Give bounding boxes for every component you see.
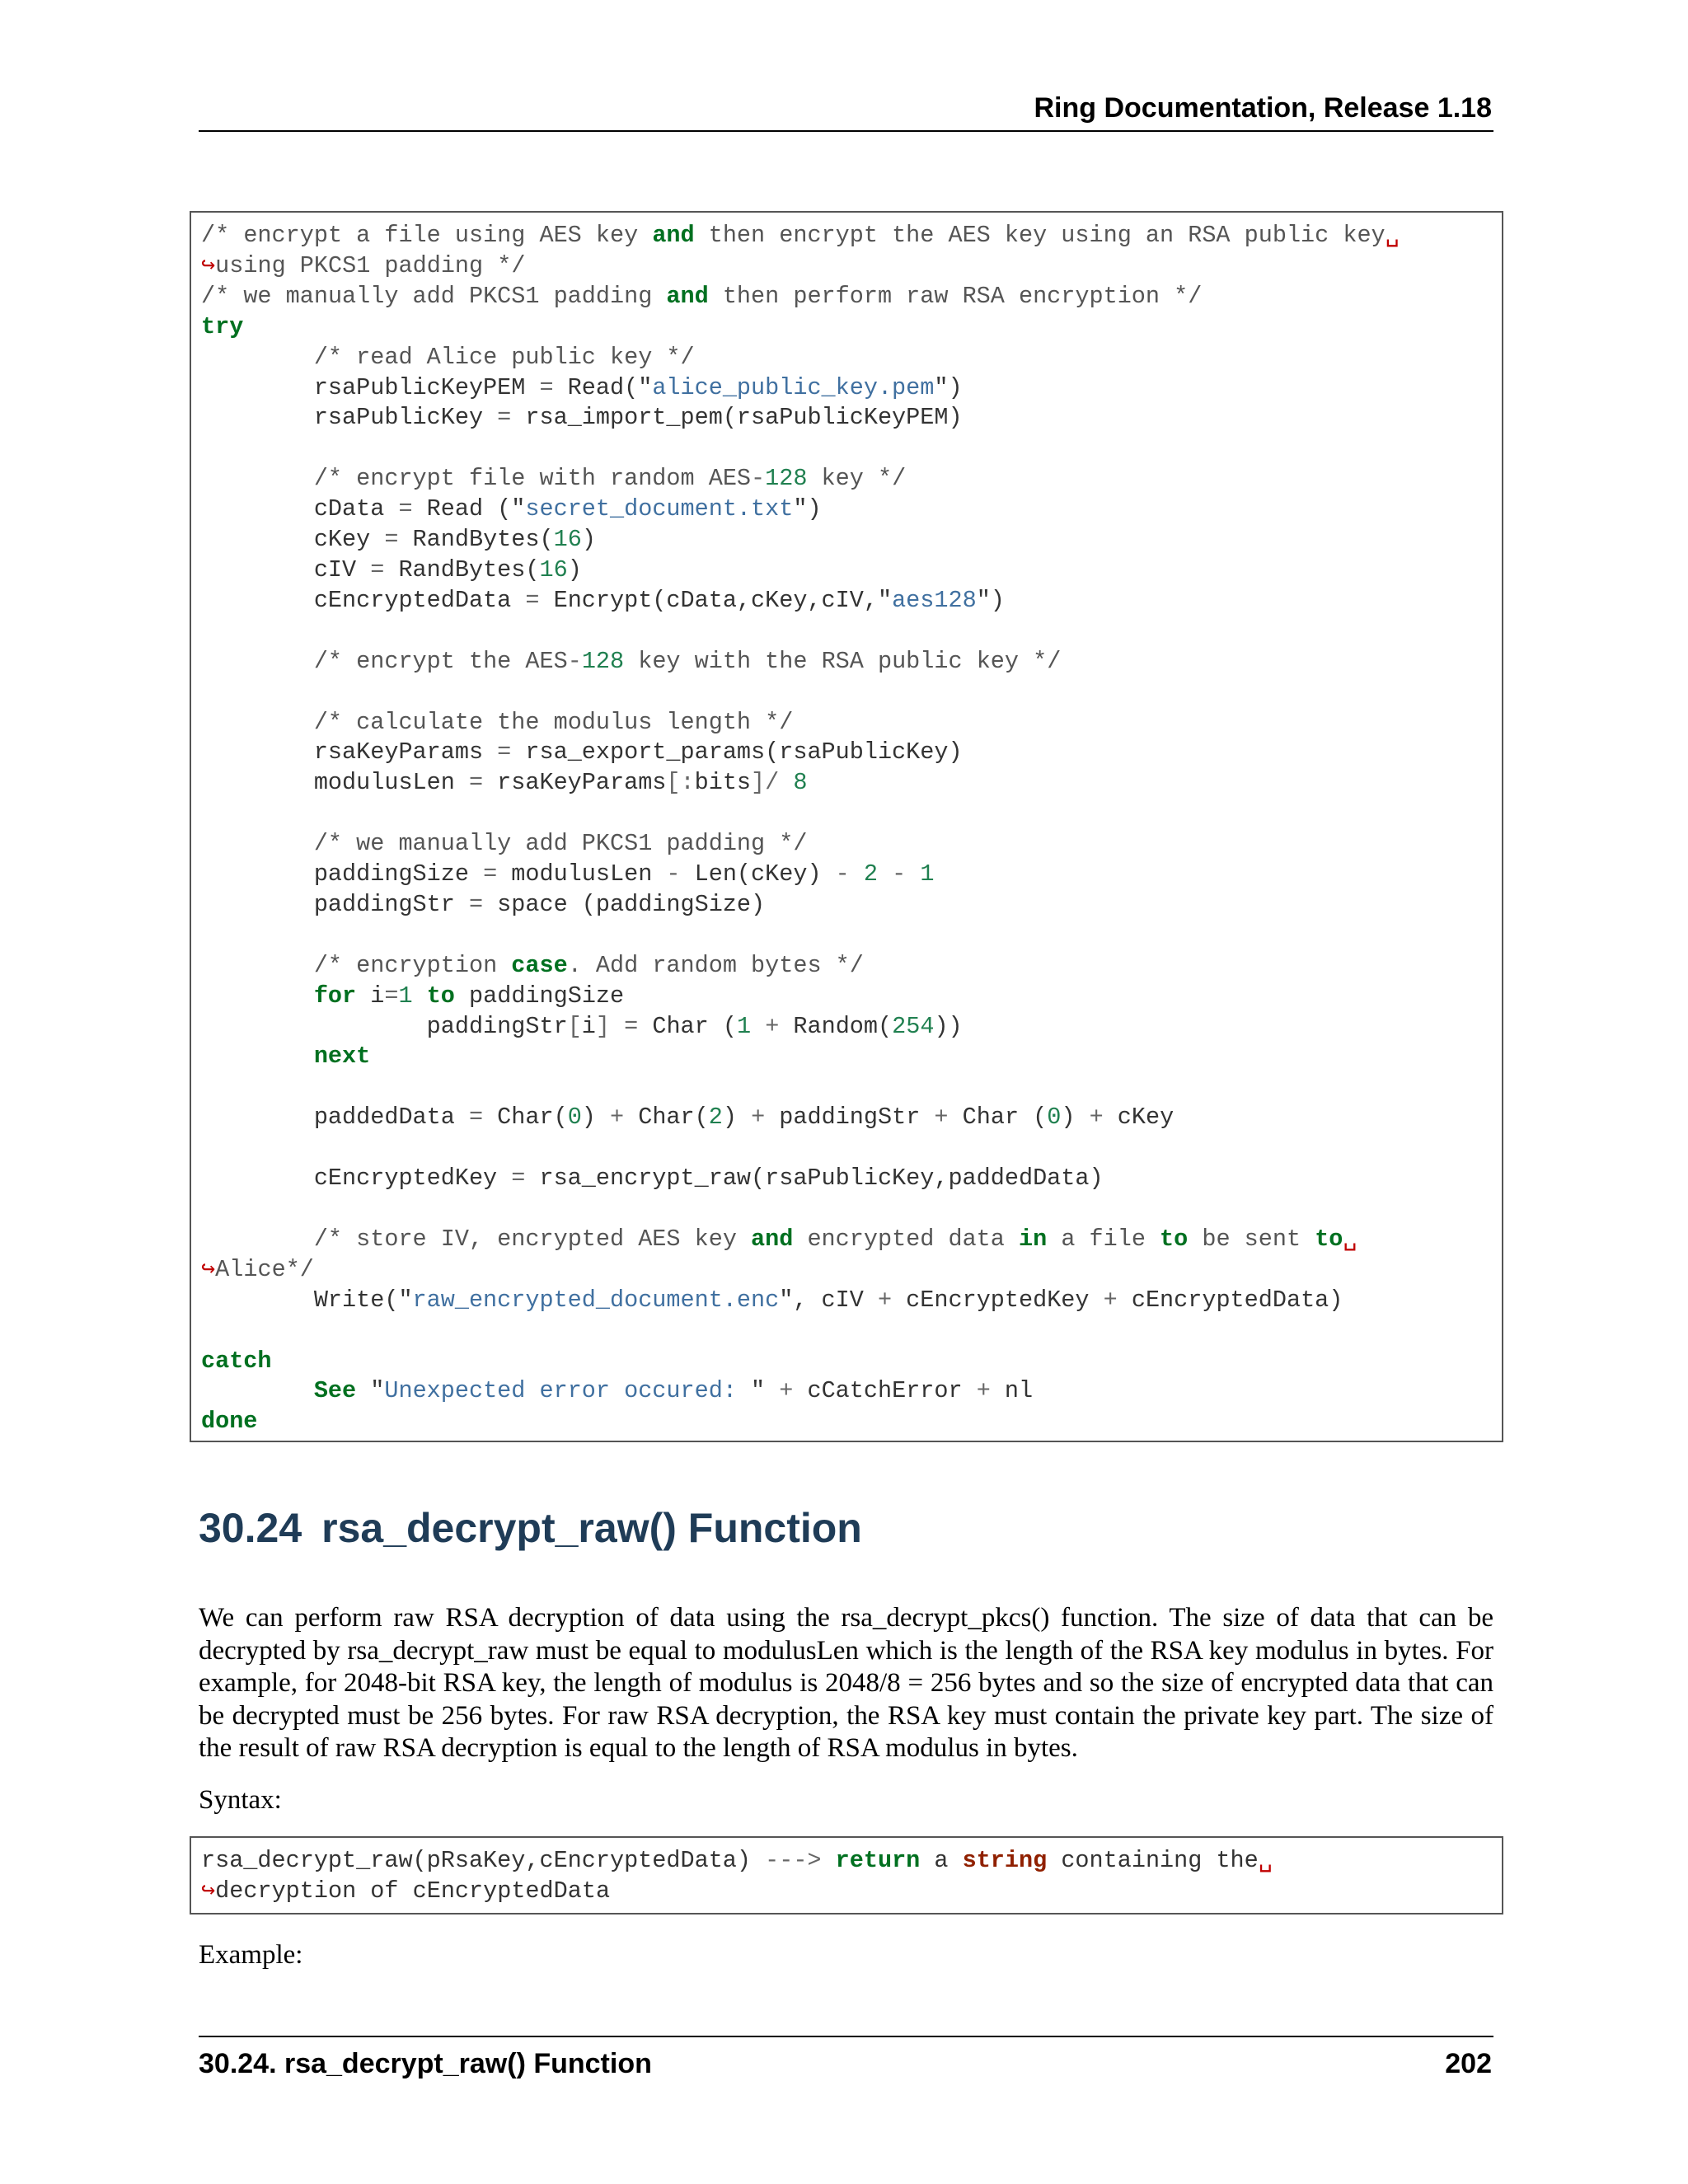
- running-header: Ring Documentation, Release 1.18: [1034, 92, 1492, 124]
- footer-rule: [199, 2036, 1493, 2037]
- footer-section-ref: 30.24. rsa_decrypt_raw() Function: [199, 2048, 652, 2079]
- section-heading: [199, 1504, 862, 1552]
- code-example-block: [190, 211, 1503, 1442]
- code-syntax-text: rsa_decrypt_raw(pRsaKey,cEncryptedData) ---> return a string containing the␣ ↪decryption of cEncryptedData: [201, 1847, 1273, 1905]
- header-rule: [199, 130, 1493, 132]
- section-title: rsa_decrypt_raw() Function: [321, 1505, 862, 1551]
- section-number: 30.24: [199, 1505, 302, 1551]
- code-example-text: /* encrypt a file using AES key and then encrypt the AES key using an RSA public key␣ ↪using PKCS1 padding */ /* we manually add PKCS1 padding and then perform raw RSA encryption */ try /* read Alice public key */ rsaPublicKeyPEM = Read("alice_public_key.pem") rsaPublicKey = rsa_import_pem(rsaPublicKeyPEM) /* encrypt file with random AES-128 key */ cData = Read ("secret_document.txt") cKey = RandBytes(16) cIV = RandBytes(16) cEncryptedData = Encrypt(cData,cKey,cIV,"aes128") /* encrypt the AES-128 key with the RSA public key */ /* calculate the modulus length */ rsaKeyParams = rsa_export_params(rsaPublicKey) modulusLen = rsaKeyParams[:bits]/ 8 /* we manually add PKCS1 padding */ paddingSize = modulusLen - Len(cKey) - 2 - 1 paddingStr = space (paddingSize) /* encryption case. Add random bytes */ for i=1 to paddingSize paddingStr[i] = Char (1 + Random(254)) next paddedData = Char(0) + Char(2) + paddingStr + Char (0) + cKey cEncryptedKey = rsa_encrypt_raw(rsaPublicKey,paddedData) /* store IV, encrypted AES key and encrypted data in a file to be sent to␣ ↪Alice*/ Write("raw_encrypted_document.enc", cIV + cEncryptedKey + cEncryptedData) catch See "Unexpected error occured: " + cCatchError + nl done: [201, 222, 1400, 1436]
- section-paragraph: We can perform raw RSA decryption of data using the rsa_decrypt_pkcs() function. The size of data that can be decrypted by rsa_decrypt_raw must be equal to modulusLen which is the length of the RSA key modulus in bytes. For example, for 2048-bit RSA key, the length of modulus is 2048/8 = 256 bytes and so the size of encrypted data that can be decrypted must be 256 bytes. For raw RSA decryption, the RSA key must contain the private key part. The size of the result of raw RSA decryption is equal to the length of RSA modulus in bytes.: [199, 1603, 1493, 1764]
- syntax-label: Syntax:: [199, 1785, 282, 1815]
- page-number: 202: [1445, 2048, 1492, 2079]
- example-label: Example:: [199, 1940, 303, 1970]
- code-syntax-block: [190, 1836, 1503, 1915]
